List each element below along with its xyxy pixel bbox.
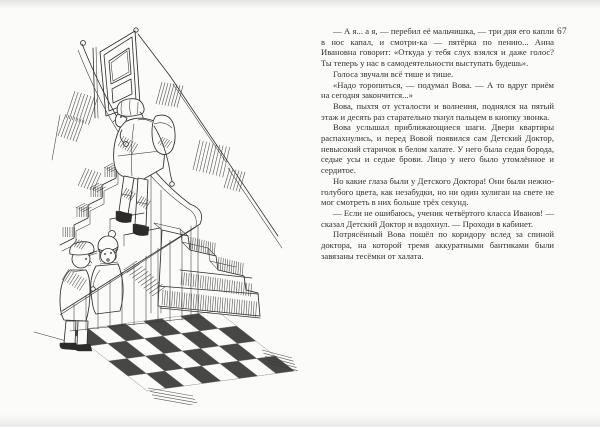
hatch-stroke	[81, 169, 89, 187]
hatch-stroke	[132, 269, 145, 278]
door-pin	[134, 28, 138, 32]
hatch-stroke	[240, 263, 241, 276]
hatch-stroke	[201, 240, 202, 252]
hatch-stroke	[146, 282, 159, 291]
hatch-stroke	[85, 97, 94, 124]
paragraph: Потрясённый Вова пошёл по коридору вслед за спиной доктора, на которой тремя аккуратными бантиками были завязаны тесёмки от халата.	[321, 229, 554, 261]
hatch-stroke	[159, 83, 165, 105]
scan-edge-bottom	[0, 414, 600, 427]
hatch-stroke	[222, 258, 223, 271]
hatch-stroke	[224, 168, 230, 188]
hatch-stroke	[87, 171, 95, 189]
floor-tile-dark	[146, 371, 184, 389]
hatch-stroke	[203, 142, 210, 172]
floor-tile-dark	[220, 361, 258, 379]
hatch-stroke	[213, 145, 220, 175]
hatch-stroke	[67, 117, 75, 139]
boy-satchel	[152, 115, 175, 154]
hatch-stroke	[174, 85, 180, 107]
hatch-stroke	[210, 242, 211, 254]
checkered-floor	[70, 311, 294, 391]
paragraph: Голоса звучали всё тише и тише.	[333, 68, 454, 79]
child-boy-coat	[60, 270, 90, 321]
floor-tile-dark	[145, 354, 183, 372]
hatch-stroke	[227, 169, 233, 189]
child-boy-shoe	[75, 344, 92, 351]
paragraph: — А я... а я, — перебил её мальчишка, — три дня его капли в нос капал, и смотри-ка — пятёрка по пению... Анна Ивановна говорит: «Откуда у тебя слух взялся и даже голос? Ты теперь у нас в самодеятельности выступать будешь».	[321, 26, 554, 69]
hatch-stroke	[196, 141, 203, 171]
hatch-stroke	[156, 82, 162, 104]
hatch-stroke	[84, 170, 92, 188]
hatch-stroke	[206, 143, 213, 173]
paragraph: Но какие глаза были у Детского Доктора! Они были нежно-голубого цвета, как незабудки, но ни один хулиган на свете не мог смотреть в них больше трёх секунд.	[321, 175, 554, 208]
hatch-stroke	[203, 240, 204, 252]
paragraph: — Если не ошибаюсь, ученик четвёртого класса Иванов! — сказал Детский Доктор и вздохнул. — Проходи в кабинет.	[321, 207, 554, 229]
boy-boot	[133, 224, 149, 236]
hatch-stroke	[78, 204, 87, 209]
hatch-stroke	[199, 239, 200, 251]
hatch-stroke	[229, 260, 230, 273]
hatch-stroke	[162, 83, 168, 105]
hatch-stroke	[210, 144, 217, 174]
hatch-stroke	[236, 261, 237, 274]
hatch-stroke	[231, 260, 232, 273]
floor-tile-dark	[180, 314, 218, 332]
hatch-stroke	[144, 279, 157, 288]
hatch-stroke	[171, 85, 177, 107]
hatch-stroke	[200, 142, 207, 172]
hatch-stroke	[76, 94, 85, 121]
hatch-stroke	[58, 114, 66, 136]
hatch-stroke	[233, 261, 234, 274]
hatch-stroke	[124, 261, 137, 270]
hatch-stroke	[205, 241, 206, 253]
floor-tile-dark	[219, 344, 257, 362]
hatch-stroke	[225, 259, 226, 272]
hatch-stroke	[79, 95, 88, 122]
hatch-stroke	[73, 119, 81, 141]
hatch-stroke	[218, 257, 219, 270]
hatch-stroke	[168, 84, 174, 106]
hatch-stroke	[106, 164, 115, 169]
hatch-stroke	[66, 91, 75, 118]
floor-tile-dark	[181, 331, 219, 349]
floor-tile-dark	[145, 336, 183, 354]
hatch-stroke	[78, 168, 86, 186]
hatch-stroke	[141, 277, 154, 286]
hatch-stroke	[88, 98, 97, 125]
hatch-stroke	[92, 184, 101, 189]
hatch-stroke	[193, 140, 200, 170]
text-page	[321, 26, 554, 261]
hatch-stroke	[214, 243, 215, 255]
hatch-stroke	[64, 116, 72, 138]
floor-tile-dark	[183, 366, 221, 384]
hatch-stroke	[69, 92, 78, 119]
hatch-stroke	[61, 115, 69, 137]
climbing-boy	[110, 99, 175, 246]
staircase-illustration-svg	[30, 18, 310, 405]
hatch-stroke	[76, 120, 84, 142]
hatch-stroke	[82, 96, 91, 123]
hatch-stroke	[227, 259, 228, 272]
floor-tile-dark	[107, 324, 145, 342]
hatch-stroke	[70, 118, 78, 140]
staircase-illustration	[30, 18, 310, 405]
hatch-stroke	[138, 274, 151, 283]
paragraph: «Надо торопиться, — подумал Вова. — А то вдруг приём на сегодня закончится...»	[321, 79, 554, 101]
hatch-stroke	[192, 238, 193, 250]
floor-tile-dark	[108, 341, 146, 359]
hatch-stroke	[238, 262, 239, 275]
paragraph: Вова услышал приближающиеся шаги. Двери квартиры распахнулись, и перед Вовой появился сам Детский Доктор, невысокий старичок в белом халате. У него была седая борода, седые усы и седые брови. Лицо у него было утомлённое и сердитое.	[321, 122, 554, 176]
scan-edge-top	[0, 0, 600, 9]
floor-tile-dark	[109, 359, 147, 377]
hatch-stroke	[220, 258, 221, 271]
hatch-stroke	[177, 86, 183, 108]
floor-tile-dark	[182, 349, 220, 367]
hatch-stroke	[197, 239, 198, 251]
paragraph: Вова, пыхтя от усталости и волнения, поднялся на пятый этаж и десять раз старательно ткнул пальцем в кнопку звонка.	[321, 100, 554, 122]
page-number: 67	[557, 27, 568, 37]
hatch-stroke	[194, 238, 195, 250]
floor-tile-dark	[218, 326, 256, 344]
hatch-stroke	[165, 84, 171, 106]
hatch-stroke	[242, 263, 243, 276]
child-boy-shoe	[60, 343, 77, 350]
hatch-stroke	[72, 93, 81, 120]
